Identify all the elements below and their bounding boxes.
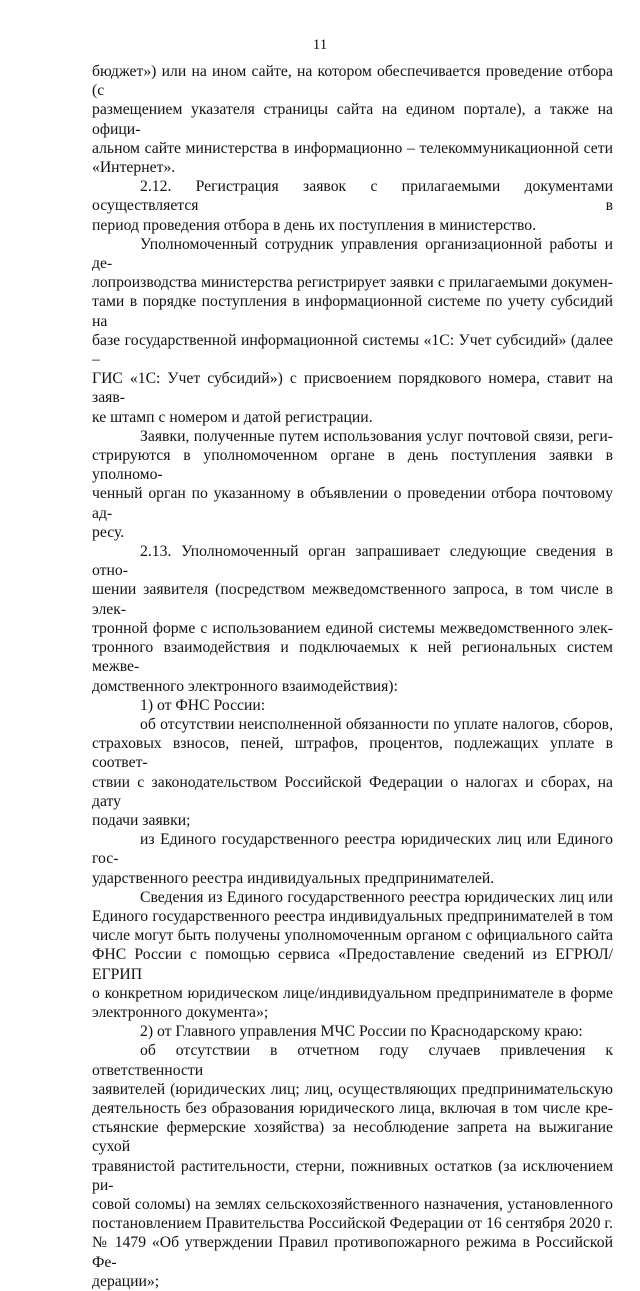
text-line: бюджет») или на ином сайте, на котором обеспечивается проведение отбора (с [92, 63, 613, 100]
page-number: 11 [312, 37, 328, 53]
text-line: ченный орган по указанному в объявлении о проведении отбора почтовому ад- [92, 485, 613, 522]
text-line: ствии с законодательством Российской Федерации о налогах и сборах, на дату [92, 773, 613, 810]
text-line: «Интернет». [92, 159, 176, 177]
text-line: из Единого государственного реестра юридических лиц или Единого гос- [92, 831, 613, 868]
text-line: страховых взносов, пеней, штрафов, процентов, подлежащих уплате в соответ- [92, 735, 613, 772]
text-line: № 1479 «Об утверждении Правил противопожарного режима в Российской Фе- [92, 1234, 613, 1271]
text-line: тронной форме с использованием единой системы межведомственного элек- [92, 619, 613, 637]
text-line: период проведения отбора в день их поступления в министерство. [92, 216, 537, 234]
text-line: ке штамп с номером и датой регистрации. [92, 408, 373, 426]
text-line: шении заявителя (посредством межведомственного запроса, в том числе в элек- [92, 581, 613, 618]
text-line: базе государственной информационной системы «1С: Учет субсидий» (далее – [92, 331, 613, 369]
document-body [92, 62, 613, 1291]
text-line: стьянские фермерские хозяйства) за несоблюдение запрета на выжигание сухой [92, 1119, 613, 1156]
text-line: 1) от ФНС России: [140, 696, 266, 714]
text-line: Сведения из Единого государственного реестра юридических лиц или [140, 888, 613, 906]
text-line: альном сайте министерства в информационно – телекоммуникационной сети [92, 139, 613, 157]
text-line: о конкретном юридическом лице/индивидуальном предпринимателе в форме [92, 984, 613, 1002]
text-line: тами в порядке поступления в информационной системе по учету субсидий на [92, 293, 613, 330]
text-line: электронного документа»; [92, 1003, 269, 1021]
text-line: стрируются в уполномоченном органе в день поступления заявки в уполномо- [92, 447, 613, 484]
text-line: 2) от Главного управления МЧС России по Краснодарскому краю: [140, 1023, 583, 1041]
text-line: Уполномоченный сотрудник управления организационной работы и де- [92, 235, 613, 273]
text-line: 2.12. Регистрация заявок с прилагаемыми документами осуществляется в [92, 178, 613, 215]
text-line: травянистой растительности, стерни, пожнивных остатков (за исключением ри- [92, 1157, 613, 1194]
text-line: Единого государственного реестра индивидуальных предпринимателей в том [92, 907, 613, 925]
text-line: об отсутствии в отчетном году случаев привлечения к ответственности [92, 1042, 613, 1079]
text-line: дерации»; [92, 1272, 160, 1290]
text-line: ГИС «1С: Учет субсидий») с присвоением порядкового номера, ставит на заяв- [92, 370, 613, 407]
text-line: об отсутствии неисполненной обязанности по уплате налогов, сборов, [140, 715, 613, 733]
text-line: ударственного реестра индивидуальных предпринимателей. [92, 869, 495, 887]
text-line: постановлением Правительства Российской Федерации от 16 сентября 2020 г. [92, 1215, 613, 1233]
text-line: ФНС России с помощью сервиса «Предоставление сведений из ЕГРЮЛ/ЕГРИП [92, 946, 613, 983]
text-line: Заявки, полученные путем использования услуг почтовой связи, реги- [140, 427, 613, 445]
text-line: деятельность без образования юридического лица, включая в том числе кре- [92, 1099, 613, 1117]
text-line: тронного взаимодействия и подключаемых к ней региональных систем межве- [92, 639, 613, 676]
text-line: размещением указателя страницы сайта на едином портале), а также на офици- [92, 101, 613, 138]
text-line: подачи заявки; [92, 811, 191, 829]
text-line: ресу. [92, 523, 125, 541]
text-line: 2.13. Уполномоченный орган запрашивает следующие сведения в отно- [92, 543, 613, 580]
text-line: заявителей (юридических лиц; лиц, осуществляющих предпринимательскую [92, 1080, 613, 1098]
text-line: совой соломы) на землях сельскохозяйственного назначения, установленного [92, 1195, 613, 1213]
text-line: лопроизводства министерства регистрирует заявки с прилагаемыми докумен- [92, 274, 613, 292]
text-line: числе могут быть получены уполномоченным органом с официального сайта [92, 927, 613, 945]
text-line: домственного электронного взаимодействия): [92, 677, 398, 695]
